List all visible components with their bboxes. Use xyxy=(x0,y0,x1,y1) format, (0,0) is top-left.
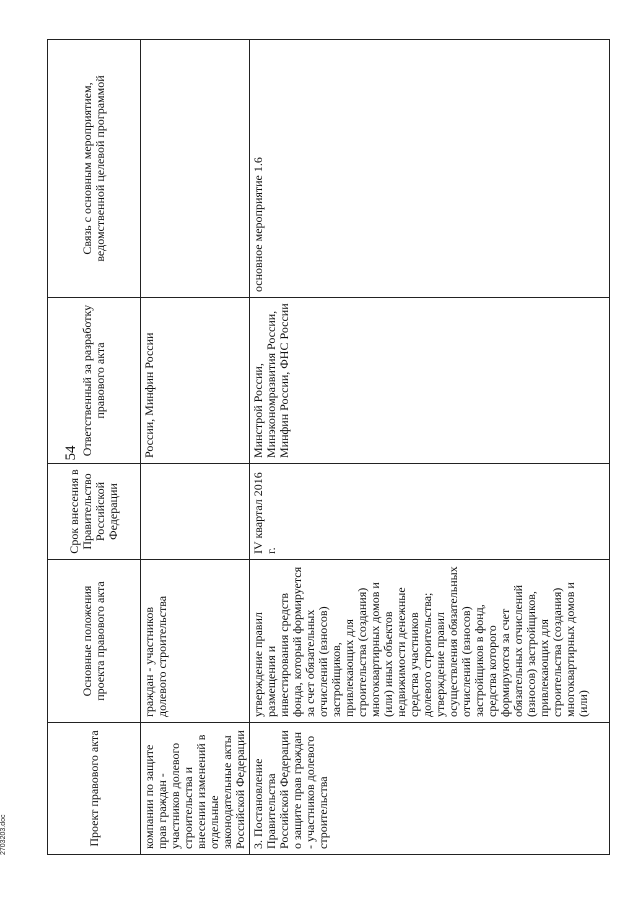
cell-draft-act: 3. Постановление Правительства Российской Федерации о защите прав граждан - участников долевого строительства xyxy=(250,723,610,855)
program-legal-acts-table xyxy=(47,39,610,855)
table-row xyxy=(250,40,610,855)
cell-responsible: России, Минфин России xyxy=(141,298,250,464)
cell-program-link xyxy=(141,40,250,298)
cell-main-provisions: утверждение правил размещения и инвестирования средств фонда, который формируется за счет обязательных отчислений (взносов) застройщиков, привлекающих для строительства (создания) многоквартирных домов и (или) иных объектов недвижимости денежные средства участников долевого строительства; утверждение правил осуществления обязательных отчислений (взносов) застройщиков в фонд, средства которого формируются за счет обязательных отчислений (взносов) застройщиков, привлекающих для строительства (создания) многоквартирных домов и (или) xyxy=(250,560,610,723)
cell-responsible: Минстрой России, Минэкономразвития России, Минфин России, ФНС России xyxy=(250,298,610,464)
cell-draft-act: компании по защите прав граждан - участников долевого строительства и внесении изменений в отдельные законодательные акты Российской Федерации xyxy=(141,723,250,855)
header-submission-date: Срок внесения в Правительство Российской Федерации xyxy=(48,464,141,560)
table-header-row xyxy=(48,40,141,855)
header-main-provisions: Основные положения проекта правового акта xyxy=(48,560,141,723)
cell-main-provisions: граждан - участников долевого строительства xyxy=(141,560,250,723)
document-code: 2703203.doc xyxy=(0,814,7,855)
header-program-link: Связь с основным мероприятием, ведомственной целевой программой xyxy=(48,40,141,298)
header-responsible: Ответственный за разработку правового акта xyxy=(48,298,141,464)
page-number: 54 xyxy=(63,445,79,461)
cell-submission-date xyxy=(141,464,250,560)
header-draft-act: Проект правового акта xyxy=(48,723,141,855)
rotated-table-sheet xyxy=(47,40,607,855)
table-row xyxy=(141,40,250,855)
cell-submission-date: IV квартал 2016 г. xyxy=(250,464,610,560)
cell-program-link: основное мероприятие 1.6 xyxy=(250,40,610,298)
